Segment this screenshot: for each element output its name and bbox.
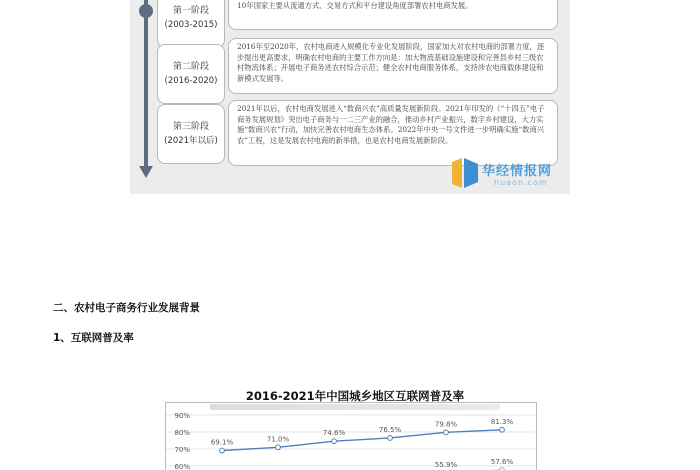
stage-2-description: 2016年至2020年，农村电商进入规模化专业化发展阶段，国家加大对农村电商的部署力度，逐步提出更高要求，明确农村电商的主要工作方向是：加大物流基础设施建设和完善县乡村三级农村物流体系；开展电子商务进农村综合示范；健全农村电商服务体系，支持涉农电商载体建设和新模式发展等。	[228, 38, 558, 94]
logo-domain: huaon.com	[494, 178, 548, 187]
y-tick-label: 60%	[174, 463, 190, 470]
stage-3-name: 第三阶段	[172, 122, 209, 132]
subsection-heading: 1、互联网普及率	[53, 332, 134, 344]
timeline-axis	[144, 0, 148, 168]
data-label: 81.3%	[490, 417, 514, 426]
data-label: 71.0%	[266, 435, 290, 444]
data-point	[220, 448, 225, 453]
huajing-logo	[452, 153, 572, 193]
development-stages-figure	[130, 0, 570, 194]
data-point	[444, 430, 449, 435]
stage-1-years: (2003-2015)	[164, 20, 218, 30]
stage-1-description: 10年国家主要从流通方式、交易方式和平台建设角度部署农村电商发展。	[228, 0, 558, 30]
stage-3-years: (2021年以后)	[164, 136, 218, 146]
arrow-down-icon	[139, 166, 153, 178]
data-label: 55.9%	[434, 460, 458, 469]
data-label: 74.6%	[322, 429, 346, 438]
timeline-start-dot	[139, 4, 153, 18]
internet-penetration-chart	[160, 388, 550, 470]
y-tick-label: 70%	[174, 446, 190, 454]
stage-1-box	[157, 0, 225, 48]
data-point	[332, 439, 337, 444]
stage-2-years: (2016-2020)	[164, 76, 218, 86]
data-label: 69.1%	[210, 438, 234, 447]
logo-mark-icon	[452, 158, 478, 188]
y-tick-label: 90%	[174, 412, 190, 420]
stage-3-description: 2021年以后，农村电商发展进入“数商兴农”高质量发展新阶段。2021年印发的《“十四五”电子商务发展规划》突出电子商务与一二三产业的融合，推动乡村产业振兴，数字乡村建设，大力实施“数商兴农”行动，加快完善农村电商生态体系。2022年中央一号文件进一步明确实施“数商兴农”工程，这是发展农村电商的新举措，也是农村电商发展新阶段。	[228, 100, 558, 166]
data-label: 57.6%	[490, 458, 514, 467]
data-point	[276, 445, 281, 450]
chart-canvas	[160, 388, 550, 470]
logo-name: 华经情报网	[482, 164, 553, 179]
series-line	[222, 430, 502, 451]
y-tick-label: 80%	[174, 429, 190, 437]
stage-1-name: 第一阶段	[172, 6, 209, 16]
data-label: 76.5%	[378, 425, 402, 434]
data-point	[500, 427, 505, 432]
data-label: 79.8%	[434, 420, 458, 429]
stage-2-name: 第二阶段	[172, 62, 209, 72]
section-heading: 二、农村电子商务行业发展背景	[53, 302, 200, 314]
data-point	[388, 436, 393, 441]
chart-title: 2016-2021年中国城乡地区互联网普及率	[245, 389, 465, 403]
stage-3-box	[157, 104, 225, 164]
stage-2-box	[157, 44, 225, 104]
